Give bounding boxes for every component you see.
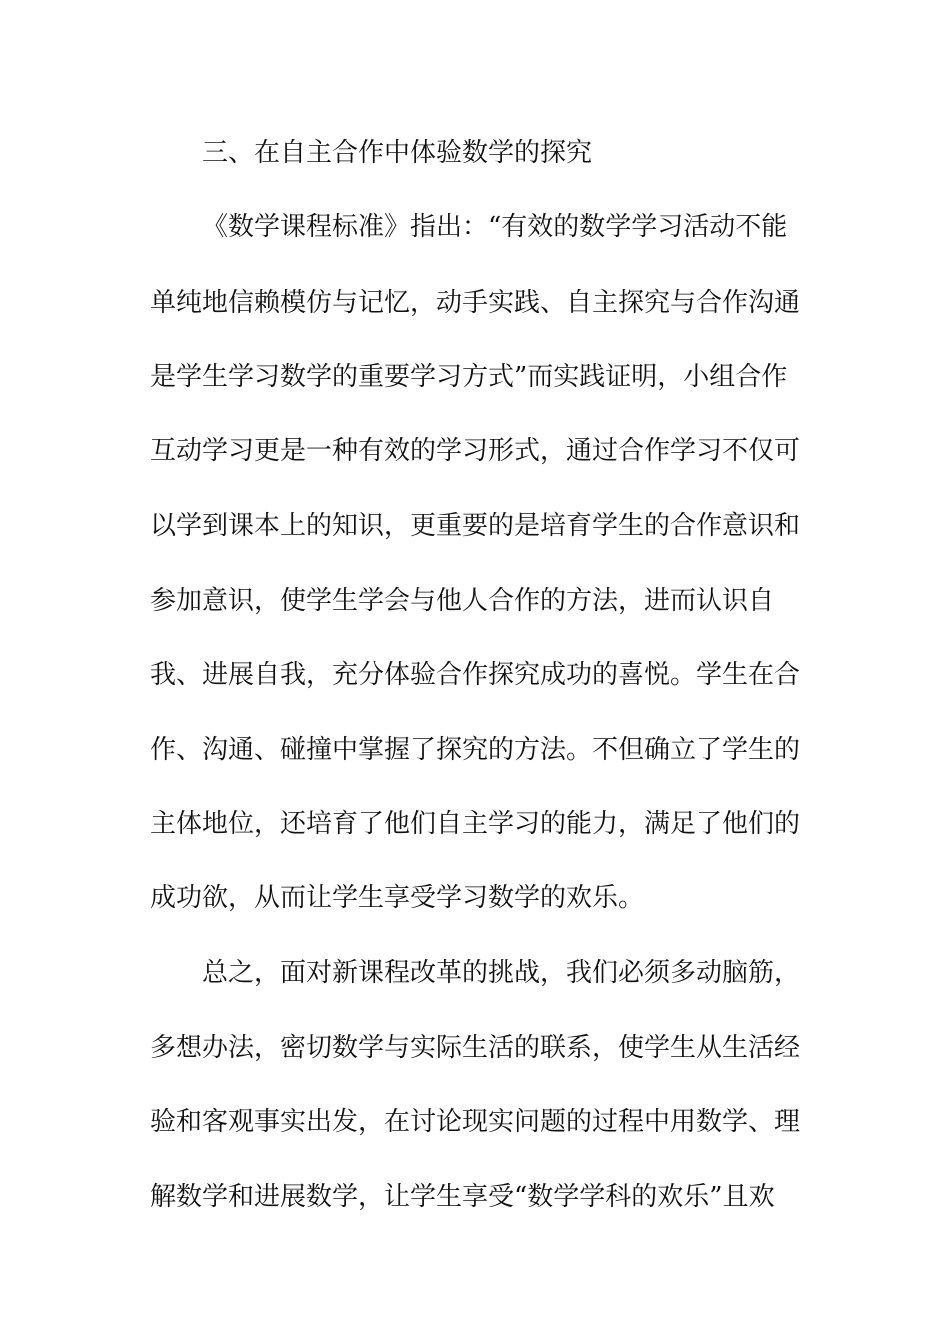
paragraph-line: 参加意识，使学生学会与他人合作的方法，进而认识自: [150, 586, 775, 616]
paragraph-line: 《数学课程标准》指出：“有效的数学学习活动不能: [202, 212, 788, 242]
paragraph-line: 单纯地信赖模仿与记忆，动手实践、自主探究与合作沟通: [150, 288, 801, 318]
paragraph-line: 互动学习更是一种有效的学习形式，通过合作学习不仅可: [150, 436, 801, 466]
paragraph-line: 是学生学习数学的重要学习方式”而实践证明，小组合作: [150, 362, 788, 392]
paragraph-line: 以学到课本上的知识，更重要的是培育学生的合作意识和: [150, 511, 801, 541]
paragraph-line: 我、进展自我，充分体验合作探究成功的喜悦。学生在合: [150, 660, 801, 690]
paragraph-line: 解数学和进展数学，让学生享受“数学学科的欢乐”且欢: [150, 1182, 775, 1212]
paragraph-line: 成功欲，从而让学生享受学习数学的欢乐。: [150, 883, 645, 913]
paragraph-line: 验和客观事实出发，在讨论现实问题的过程中用数学、理: [150, 1107, 801, 1137]
paragraph-line: 多想办法，密切数学与实际生活的联系，使学生从生活经: [150, 1033, 801, 1063]
paragraph-line: 总之，面对新课程改革的挑战，我们必须多动脑筋，: [202, 958, 801, 988]
section-heading: 三、在自主合作中体验数学的探究: [202, 138, 593, 168]
paragraph-line: 主体地位，还培育了他们自主学习的能力，满足了他们的: [150, 809, 801, 839]
paragraph-line: 作、沟通、碰撞中掌握了探究的方法。不但确立了学生的: [150, 735, 801, 765]
